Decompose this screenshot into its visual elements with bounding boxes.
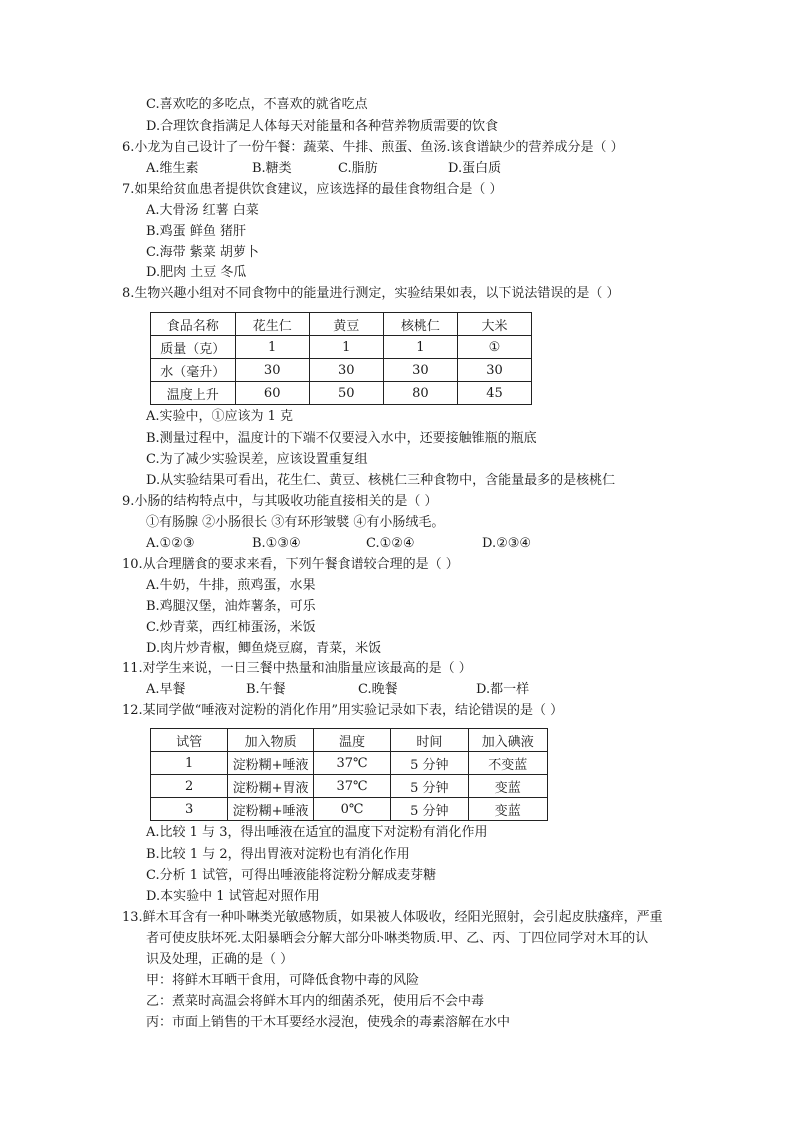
question-13-line-2: 者可使皮肤坏死.太阳暴晒会分解大部分卟啉类物质.甲、乙、丙、丁四位同学对木耳的认 — [146, 931, 649, 946]
q11-option-a: A.早餐 — [146, 682, 186, 697]
q12-experiment-table — [150, 728, 548, 821]
q8-option-a: A.实验中，①应该为 1 克 — [146, 409, 294, 424]
table-cell: 30 — [458, 359, 532, 382]
table-row — [151, 752, 548, 775]
table-row — [151, 775, 548, 798]
q7-option-b: B.鸡蛋 鲜鱼 猪肝 — [146, 224, 246, 239]
table-header-cell: 试管 — [151, 729, 228, 752]
q9-option-b: B.①③④ — [252, 536, 301, 551]
table-cell: 变蓝 — [468, 798, 547, 821]
q13-statement-bing: 丙：市面上销售的干木耳要经水浸泡，使残余的毒素溶解在水中 — [146, 1015, 511, 1030]
q11-option-c: C.晚餐 — [358, 682, 398, 697]
table-header-row — [151, 729, 548, 752]
table-cell: 1 — [383, 336, 457, 359]
q10-option-a: A.牛奶，牛排，煎鸡蛋，水果 — [146, 578, 316, 593]
question-9: 9.小肠的结构特点中，与其吸收功能直接相关的是（ ） — [122, 494, 438, 509]
table-header-cell: 核桃仁 — [383, 313, 457, 336]
q6-option-a: A.维生素 — [146, 161, 199, 176]
table-cell: 37℃ — [313, 752, 390, 775]
table-row — [151, 336, 532, 359]
question-6: 6.小龙为自己设计了一份午餐：蔬菜、牛排、煎蛋、鱼汤.该食谱缺少的营养成分是（ ） — [122, 140, 624, 155]
question-12: 12.某同学做“唾液对淀粉的消化作用”用实验记录如下表，结论错误的是（ ） — [122, 703, 564, 718]
table-header-cell: 花生仁 — [235, 313, 309, 336]
q5-option-d: D.合理饮食指满足人体每天对能量和各种营养物质需要的饮食 — [146, 119, 499, 134]
table-cell: 淀粉糊+唾液 — [228, 798, 313, 821]
q6-option-b: B.糖类 — [252, 161, 292, 176]
table-cell: 5 分钟 — [391, 775, 468, 798]
table-cell: 淀粉糊+唾液 — [228, 752, 313, 775]
q8-option-b: B.测量过程中，温度计的下端不仅要浸入水中，还要接触锥瓶的瓶底 — [146, 431, 537, 446]
table-cell: 不变蓝 — [468, 752, 547, 775]
question-13-line-3: 识及处理，正确的是（ ） — [146, 952, 294, 967]
q12-option-d: D.本实验中 1 试管起对照作用 — [146, 889, 320, 904]
table-cell: 45 — [458, 382, 532, 405]
q7-option-a: A.大骨汤 红薯 白菜 — [146, 203, 259, 218]
table-cell: 50 — [309, 382, 383, 405]
table-header-cell: 食品名称 — [151, 313, 236, 336]
q12-option-a: A.比较 1 与 3，得出唾液在适宜的温度下对淀粉有消化作用 — [146, 825, 488, 840]
q7-option-c: C.海带 紫菜 胡萝卜 — [146, 245, 259, 260]
question-11: 11.对学生来说，一日三餐中热量和油脂量应该最高的是（ ） — [122, 661, 472, 676]
table-row — [151, 798, 548, 821]
table-cell: 1 — [309, 336, 383, 359]
table-header-cell: 黄豆 — [309, 313, 383, 336]
q8-option-d: D.从实验结果可看出，花生仁、黄豆、核桃仁三种食物中，含能量最多的是核桃仁 — [146, 473, 616, 488]
table-cell: 质量（克） — [151, 336, 236, 359]
table-cell: 3 — [151, 798, 228, 821]
q5-option-c: C.喜欢吃的多吃点，不喜欢的就省吃点 — [146, 97, 368, 112]
table-cell: 2 — [151, 775, 228, 798]
table-header-cell: 温度 — [313, 729, 390, 752]
q13-statement-jia: 甲：将鲜木耳晒干食用，可降低食物中毒的风险 — [146, 973, 420, 988]
table-cell: 30 — [309, 359, 383, 382]
q8-option-c: C.为了减少实验误差，应该设置重复组 — [146, 452, 368, 467]
q13-statement-yi: 乙：煮菜时高温会将鲜木耳内的细菌杀死，使用后不会中毒 — [146, 994, 485, 1009]
table-cell: 淀粉糊+胃液 — [228, 775, 313, 798]
table-cell: 5 分钟 — [391, 798, 468, 821]
table-cell: 60 — [235, 382, 309, 405]
table-cell: 1 — [235, 336, 309, 359]
table-cell: 5 分钟 — [391, 752, 468, 775]
table-cell: 1 — [151, 752, 228, 775]
table-row — [151, 359, 532, 382]
table-cell: 0℃ — [313, 798, 390, 821]
q6-option-d: D.蛋白质 — [448, 161, 502, 176]
table-cell: 水（毫升） — [151, 359, 236, 382]
table-cell: 37℃ — [313, 775, 390, 798]
table-cell: 30 — [383, 359, 457, 382]
question-10: 10.从合理膳食的要求来看，下列午餐食谱较合理的是（ ） — [122, 557, 459, 572]
q12-option-c: C.分析 1 试管，可得出唾液能将淀粉分解成麦芽糖 — [146, 868, 437, 883]
q8-energy-table — [150, 312, 532, 405]
table-cell: 30 — [235, 359, 309, 382]
q11-option-b: B.午餐 — [246, 682, 286, 697]
table-header-row — [151, 313, 532, 336]
table-header-cell: 时间 — [391, 729, 468, 752]
question-7: 7.如果给贫血患者提供饮食建议，应该选择的最佳食物组合是（ ） — [122, 182, 503, 197]
q10-option-b: B.鸡腿汉堡，油炸薯条，可乐 — [146, 599, 316, 614]
q9-option-d: D.②③④ — [482, 536, 532, 551]
table-cell: 变蓝 — [468, 775, 547, 798]
q10-option-d: D.肉片炒青椒，鲫鱼烧豆腐，青菜，米饭 — [146, 641, 382, 656]
q9-option-a: A.①②③ — [146, 536, 195, 551]
q10-option-c: C.炒青菜，西红柿蛋汤，米饭 — [146, 620, 316, 635]
q7-option-d: D.肥肉 土豆 冬瓜 — [146, 265, 247, 280]
q12-option-b: B.比较 1 与 2，得出胃液对淀粉也有消化作用 — [146, 847, 410, 862]
q9-statements: ①有肠腺 ②小肠很长 ③有环形皱襞 ④有小肠绒毛。 — [146, 515, 445, 530]
question-8: 8.生物兴趣小组对不同食物中的能量进行测定，实验结果如表，以下说法错误的是（ ） — [122, 286, 620, 301]
q9-option-c: C.①②④ — [366, 536, 415, 551]
table-cell: ① — [458, 336, 532, 359]
table-cell: 温度上升 — [151, 382, 236, 405]
question-13: 13.鲜木耳含有一种卟啉类光敏感物质，如果被人体吸收，经阳光照射，会引起皮肤瘙痒，严重 — [122, 910, 663, 925]
q6-option-c: C.脂肪 — [338, 161, 378, 176]
table-header-cell: 加入碘液 — [468, 729, 547, 752]
table-row — [151, 382, 532, 405]
q11-option-d: D.都一样 — [476, 682, 530, 697]
table-header-cell: 加入物质 — [228, 729, 313, 752]
table-header-cell: 大米 — [458, 313, 532, 336]
table-cell: 80 — [383, 382, 457, 405]
